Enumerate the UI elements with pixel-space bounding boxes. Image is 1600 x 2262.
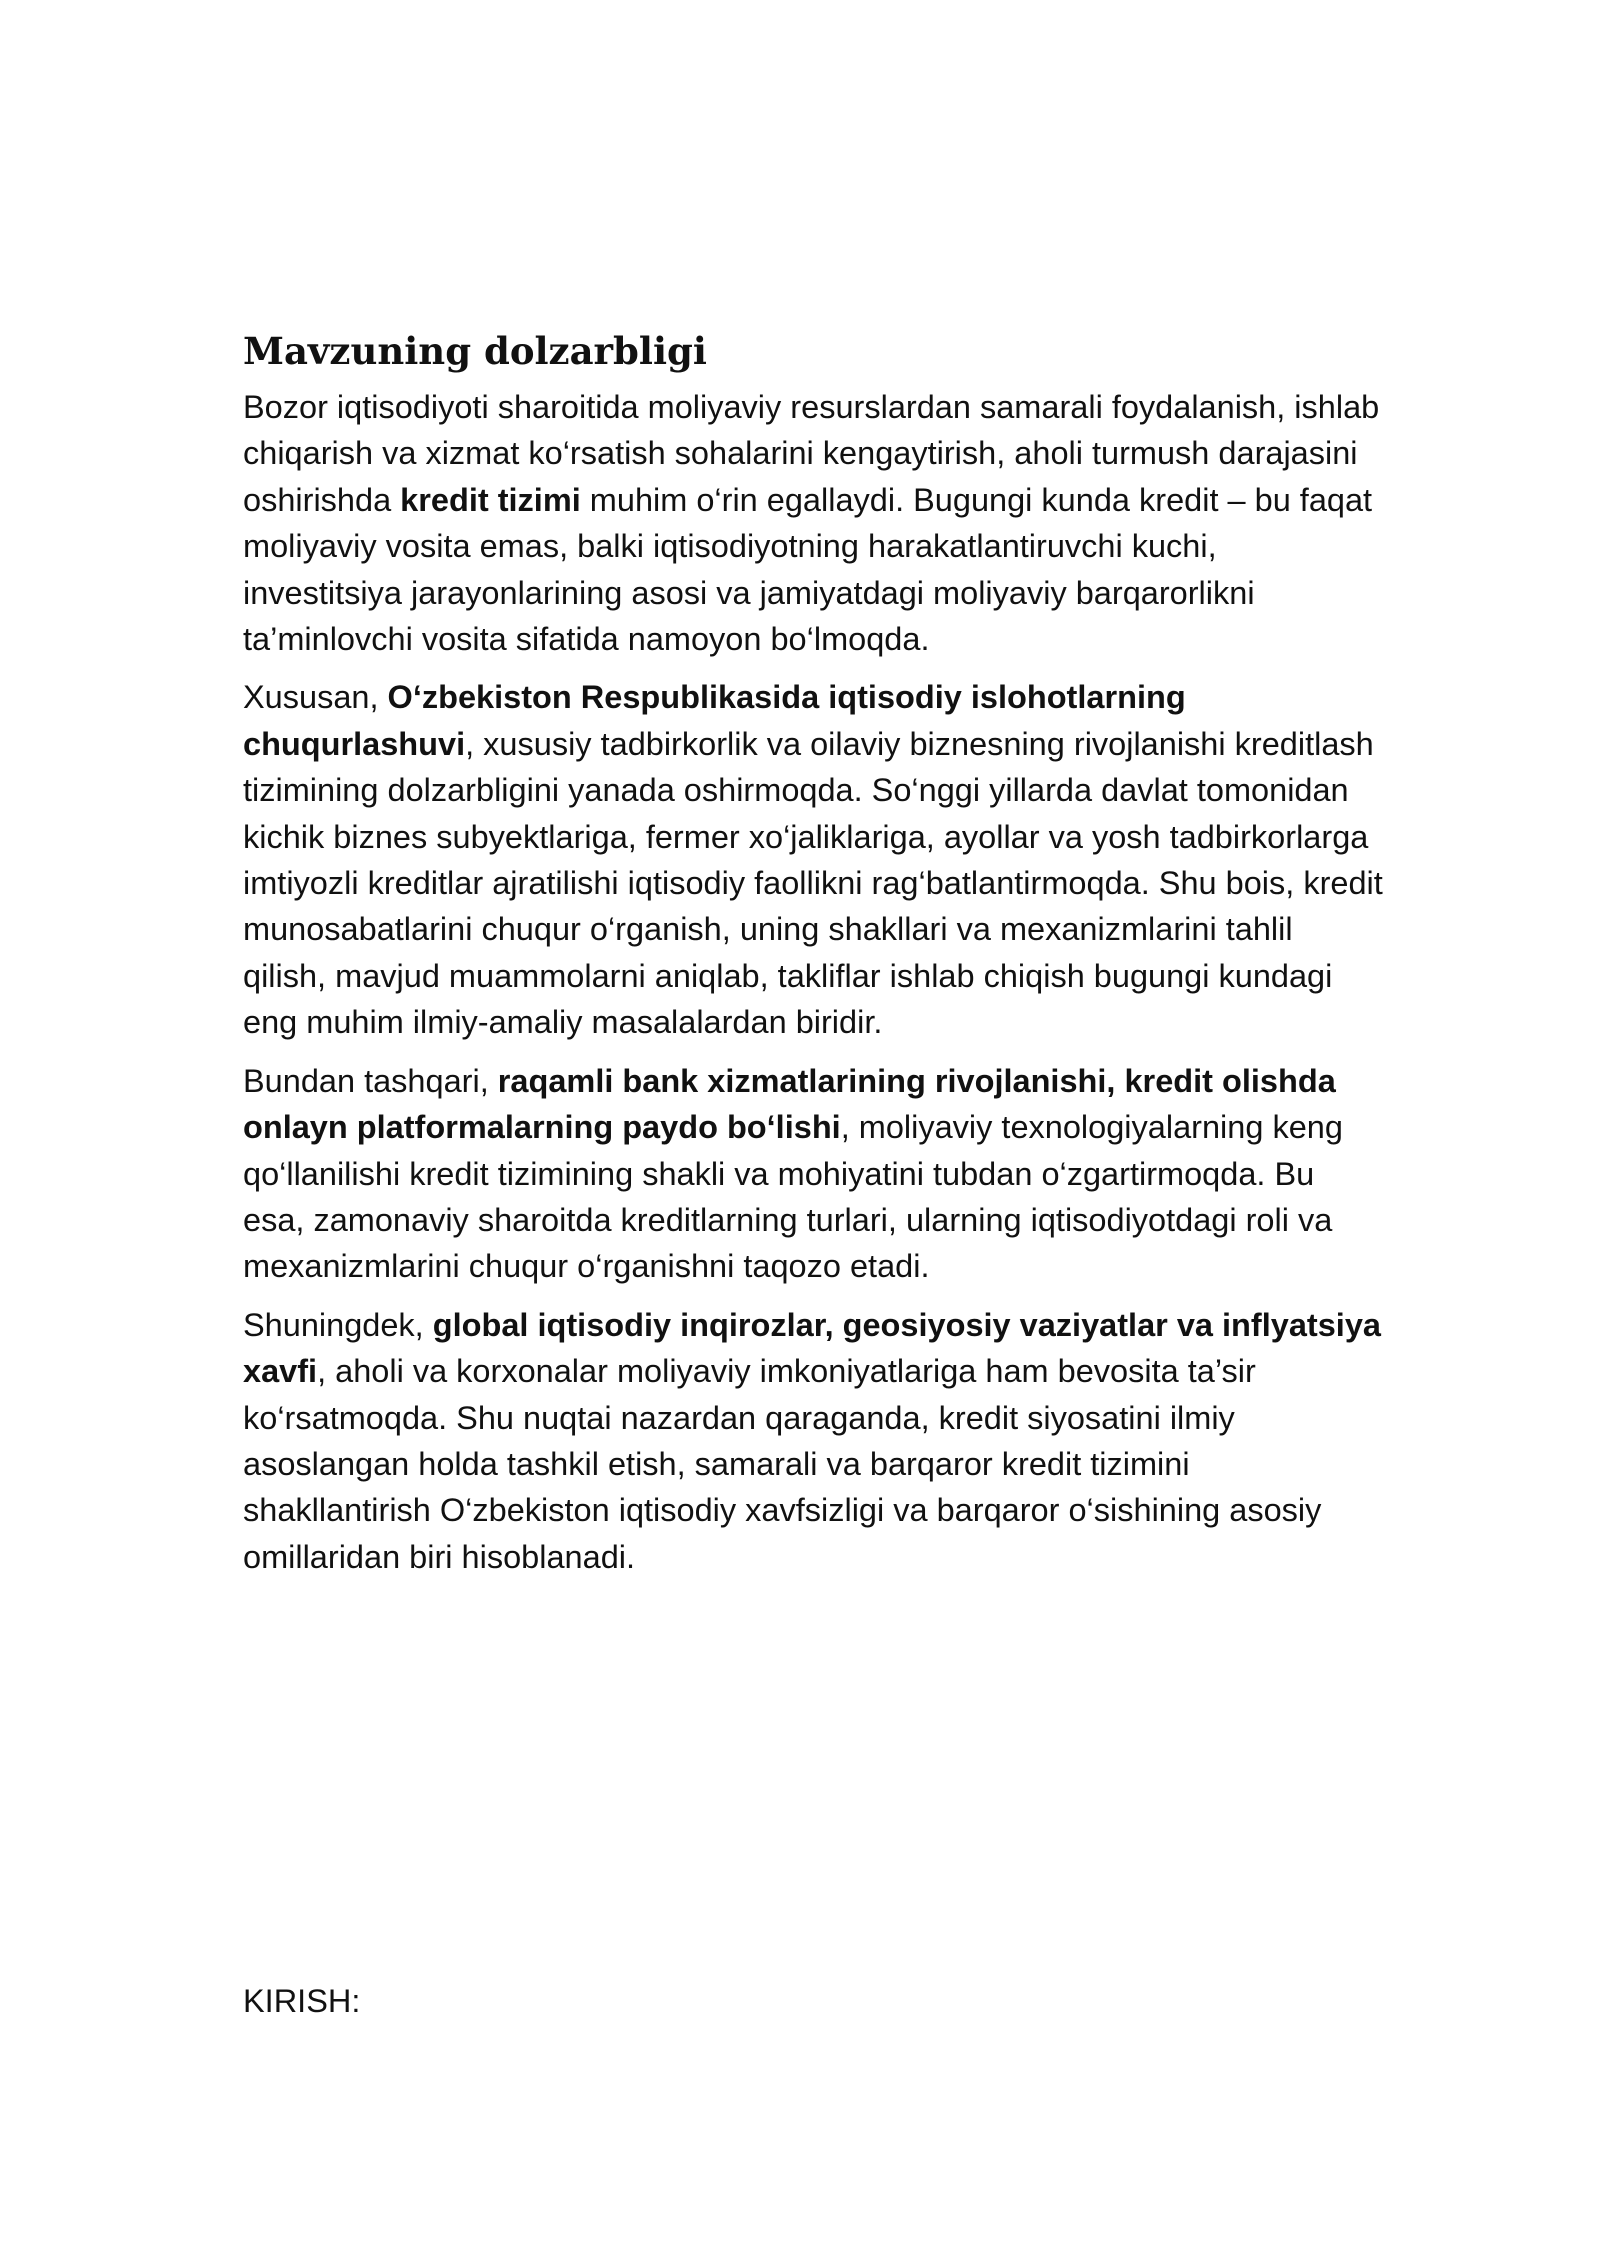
paragraph-text: , moliyaviy texnologiyalarning keng qo‘llanilishi kredit tizimining shakli va mohiyatini tubdan o‘zgartirmoqda. Bu esa, zamonaviy sharoitda kreditlarning turlari, ularning iqtisodiyotdagi roli va mexanizmlarini chuqur o‘rganishni taqozo etadi.: [243, 1109, 1343, 1285]
section-heading: Mavzuning dolzarbligi: [243, 329, 707, 373]
paragraph-1: [243, 384, 1383, 662]
paragraph-text: muhim o‘rin egallaydi. Bugungi kunda kredit – bu faqat moliyaviy vosita emas, balki iqtisodiyotning harakatlantiruvchi kuchi, investitsiya jarayonlarining asosi va jamiyatdagi moliyaviy barqarorlikni ta’minlovchi vosita sifatida namoyon bo‘lmoqda.: [243, 481, 1373, 658]
paragraph-text: , xususiy tadbirkorlik va oilaviy biznesning rivojlanishi kreditlash tizimining dolzarbligini yanada oshirmoqda. So‘nggi yillarda davlat tomonidan kichik biznes subyektlariga, fermer xo‘jaliklariga, ayollar va yosh tadbirkorlarga imtiyozli kreditlar ajratilishi iqtisodiy faollikni rag‘batlantirmoqda. Shu bois, kredit munosabatlarini chuqur o‘rganish, uning shakllari va mexanizmlarini tahlil qilish, mavjud muammolarni aniqlab, takliflar ishlab chiqish bugungi kundagi eng muhim ilmiy-amaliy masalalardan biridir.: [243, 725, 1383, 1041]
paragraph-text: Xususan,: [243, 679, 388, 716]
paragraph-bold-text: raqamli bank xizmatlarining rivojlanishi, kredit olishda onlayn platformalarning paydo bo‘lishi: [243, 1062, 1336, 1146]
paragraph-bold-text: O‘zbekiston Respublikasida iqtisodiy islohotlarning chuqurlashuvi: [243, 679, 1186, 762]
document-body: [243, 326, 1383, 1592]
paragraph-text: Shuningdek,: [243, 1306, 433, 1343]
paragraph-text: , aholi va korxonalar moliyaviy imkoniyatlariga ham bevosita ta’sir ko‘rsatmoqda. Shu nuqtai nazardan qaraganda, kredit siyosatini ilmiy asoslangan holda tashkil etish, samarali va barqaror kredit tizimini shakllantirish O‘zbekiston iqtisodiy xavfsizligi va barqaror o‘sishining asosiy omillaridan biri hisoblanadi.: [243, 1353, 1322, 1575]
paragraph-text: Bundan tashqari,: [243, 1062, 498, 1099]
paragraph-3: [243, 1058, 1383, 1290]
paragraph-bold-text: global iqtisodiy inqirozlar, geosiyosiy vaziyatlar va inflyatsiya xavfi: [243, 1306, 1381, 1390]
paragraph-2: [243, 674, 1383, 1045]
paragraph-bold-text: kredit tizimi: [400, 481, 581, 518]
kirish-label: KIRISH:: [243, 1983, 361, 2019]
paragraph-text: Bozor iqtisodiyoti sharoitida moliyaviy resurslardan samarali foydalanish, ishlab chiqarish va xizmat ko‘rsatish sohalarini kengaytirish, aholi turmush darajasini oshirishda: [243, 389, 1380, 518]
paragraph-4: [243, 1302, 1383, 1580]
